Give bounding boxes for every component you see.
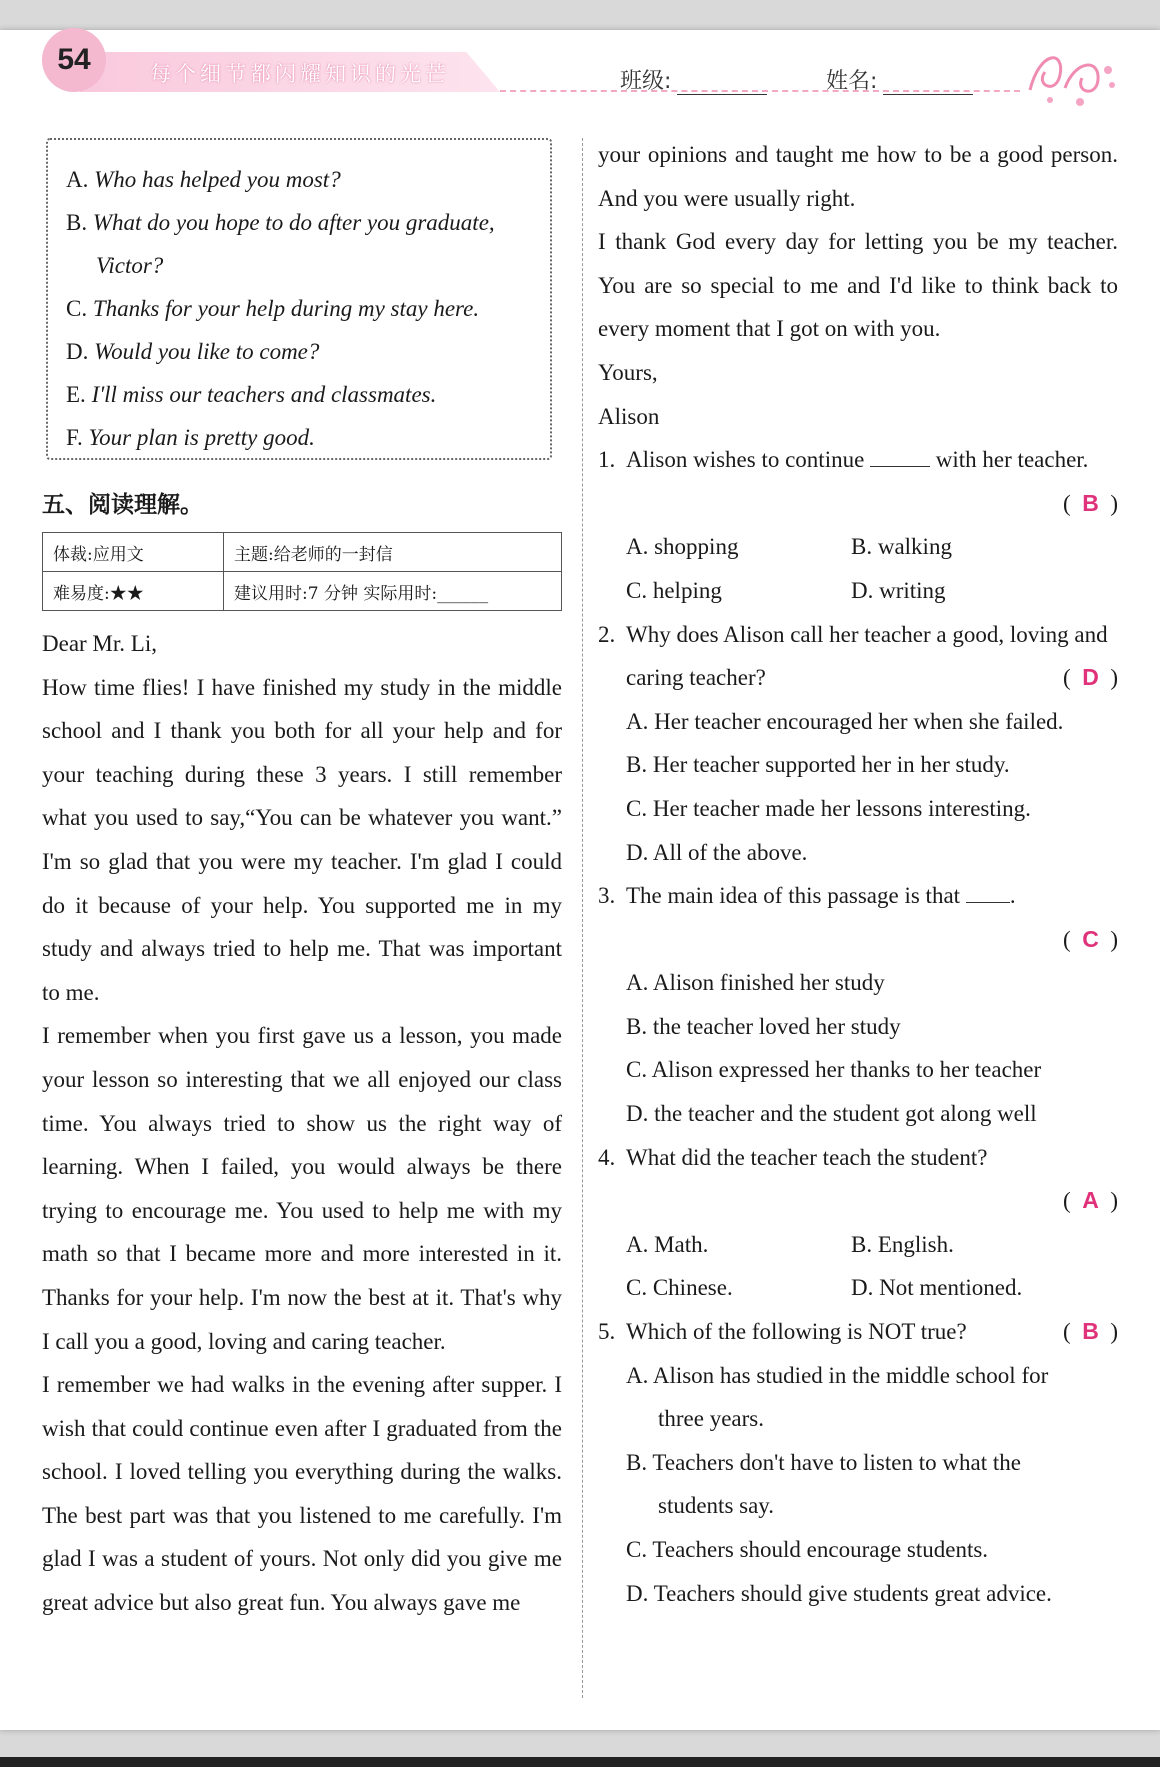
floral-ornament-icon (1020, 40, 1120, 110)
difficulty-cell: 难易度:★★ (43, 572, 224, 611)
letter-paragraph-3: I remember we had walks in the evening after supper. I wish that could continue even after I graduated from the school. I loved telling you everything during the walks. The best part was that you listened to me carefully. I'm glad I was a student of yours. Not only did you give me great advice but also great fun. You always gave me (42, 1372, 562, 1616)
question-number: 4. (598, 1144, 616, 1170)
choice: B. walking (851, 534, 952, 560)
section-title: 五、阅读理解。 (42, 492, 203, 518)
class-field (620, 64, 767, 95)
choice: D. Teachers should give students great advice. (626, 1580, 1052, 1606)
option-e: E. I'll miss our teachers and classmates. (66, 382, 437, 407)
letter-continued: your opinions and taught me how to be a good person. And you were usually right. (598, 142, 1118, 211)
meta-table (42, 532, 562, 611)
letter-signature: Alison (598, 403, 660, 429)
answer-paren: ( B ) (1063, 1318, 1118, 1345)
bottom-bar (0, 1757, 1160, 1767)
page-number: 54 (42, 28, 106, 92)
topic-cell: 主题:给老师的一封信 (224, 533, 562, 572)
choice: B. Her teacher supported her in her study. (626, 752, 1010, 778)
question-number: 1. (598, 447, 616, 473)
option-b: B. What do you hope to do after you graduate, (66, 210, 495, 235)
answer-mark: A (1082, 1187, 1099, 1214)
option-b-continued: Victor? (96, 253, 164, 278)
answer-mark: B (1082, 1318, 1099, 1345)
question-3: 3. The main idea of this passage is that . ( C ) A. Alison finished her study B. the teacher loved her study C. Alison expressed her thanks to her teacher D. the teacher and the student got along well (598, 874, 1118, 1136)
choice: A. Alison has studied in the middle school for three years. (626, 1362, 1049, 1432)
options-box (46, 138, 552, 460)
answer-blank[interactable] (966, 882, 1010, 903)
answer-blank[interactable] (870, 446, 930, 467)
choice: D. the teacher and the student got along well (626, 1101, 1037, 1127)
letter-greeting: Dear Mr. Li, (42, 631, 157, 656)
choice: C. Alison expressed her thanks to her teacher (626, 1057, 1042, 1083)
name-field (826, 64, 973, 95)
question-number: 3. (598, 883, 616, 909)
letter-paragraph-4: I thank God every day for letting you be my teacher. You are so special to me and I'd like to think back to every moment that I got on with you. (598, 229, 1118, 342)
class-label: 班级: (620, 69, 672, 94)
option-c: C. Thanks for your help during my stay here. (66, 296, 480, 321)
choice: D. Not mentioned. (851, 1275, 1023, 1301)
name-input-line[interactable] (883, 72, 973, 95)
letter-closing: Yours, (598, 359, 658, 385)
choice: C. Teachers should encourage students. (626, 1537, 989, 1562)
question-4: 4. What did the teacher teach the student? ( A ) A. Math. B. English. C. Chinese. D. Not mentioned. (598, 1136, 1118, 1310)
option-a: A. Who has helped you most? (66, 167, 341, 192)
choice: B. Teachers don't have to listen to what the students say. (626, 1449, 1021, 1519)
header-slogan: 每个细节都闪耀知识的光芒 (150, 62, 450, 86)
question-number: 5. (598, 1319, 616, 1345)
right-column (598, 133, 1118, 1615)
letter-paragraph-1: How time flies! I have finished my study in the middle school and I thank you both for all your help and for your teaching during these 3 years. I still remember what you used to say,“You can be whatever you want.” I'm so glad that you were my teacher. I'm glad I could do it because of your help. You supported me in my study and always tried to help me. That was important to me. (42, 674, 562, 1005)
class-input-line[interactable] (677, 72, 767, 95)
answer-paren: ( D ) (1063, 664, 1118, 691)
name-label: 姓名: (826, 69, 878, 94)
letter-body (42, 622, 562, 1625)
genre-cell: 体裁:应用文 (43, 533, 224, 572)
time-cell: 建议用时:7 分钟 实际用时:______ (224, 572, 562, 611)
question-2: 2. Why does Alison call her teacher a good, loving and caring teacher? ( D ) A. Her teacher encouraged her when she failed. B. Her teacher supported her in her study. C. Her teacher made her lessons interesting. D. All of the above. (598, 613, 1118, 875)
choice: C. helping (626, 577, 722, 603)
choice: B. the teacher loved her study (626, 1013, 901, 1039)
question-number: 2. (598, 621, 616, 647)
answer-mark: B (1082, 489, 1099, 516)
answer-paren: ( A ) (1063, 1187, 1118, 1214)
answer-mark: D (1082, 664, 1099, 691)
choice: A. shopping (626, 534, 739, 560)
choice: B. English. (851, 1231, 954, 1257)
option-f: F. Your plan is pretty good. (66, 425, 315, 450)
choice: D. writing (851, 577, 946, 603)
question-1: 1. Alison wishes to continue with her teacher. ( B ) A. shopping B. walking C. helping D. writing (598, 438, 1118, 612)
choice: A. Math. (626, 1231, 709, 1257)
answer-paren: ( B ) (1063, 489, 1118, 516)
column-divider (582, 138, 583, 1698)
letter-paragraph-2: I remember when you first gave us a lesson, you made your lesson so interesting that we all enjoyed our class time. You always tried to show us the right way of learning. When I failed, you would always be there trying to encourage me. You used to help me with my math so that I became more and more interested in it. Thanks for your help. I'm now the best at it. That's why I call you a good, loving and caring teacher. (42, 1023, 562, 1354)
answer-mark: C (1082, 925, 1099, 952)
answer-paren: ( C ) (1063, 925, 1118, 952)
choice: C. Her teacher made her lessons interesting. (626, 795, 1031, 821)
choice: A. Her teacher encouraged her when she failed. (626, 708, 1064, 734)
choice: A. Alison finished her study (626, 970, 885, 996)
choice: D. All of the above. (626, 839, 808, 865)
question-5: 5. Which of the following is NOT true? ( B ) A. Alison has studied in the middle school for three years. B. Teachers don't have to listen to what the students say. C. Teachers should encourage students. D. Teachers should give students great advice. (598, 1310, 1118, 1615)
option-d: D. Would you like to come? (66, 339, 320, 364)
choice: C. Chinese. (626, 1275, 733, 1301)
